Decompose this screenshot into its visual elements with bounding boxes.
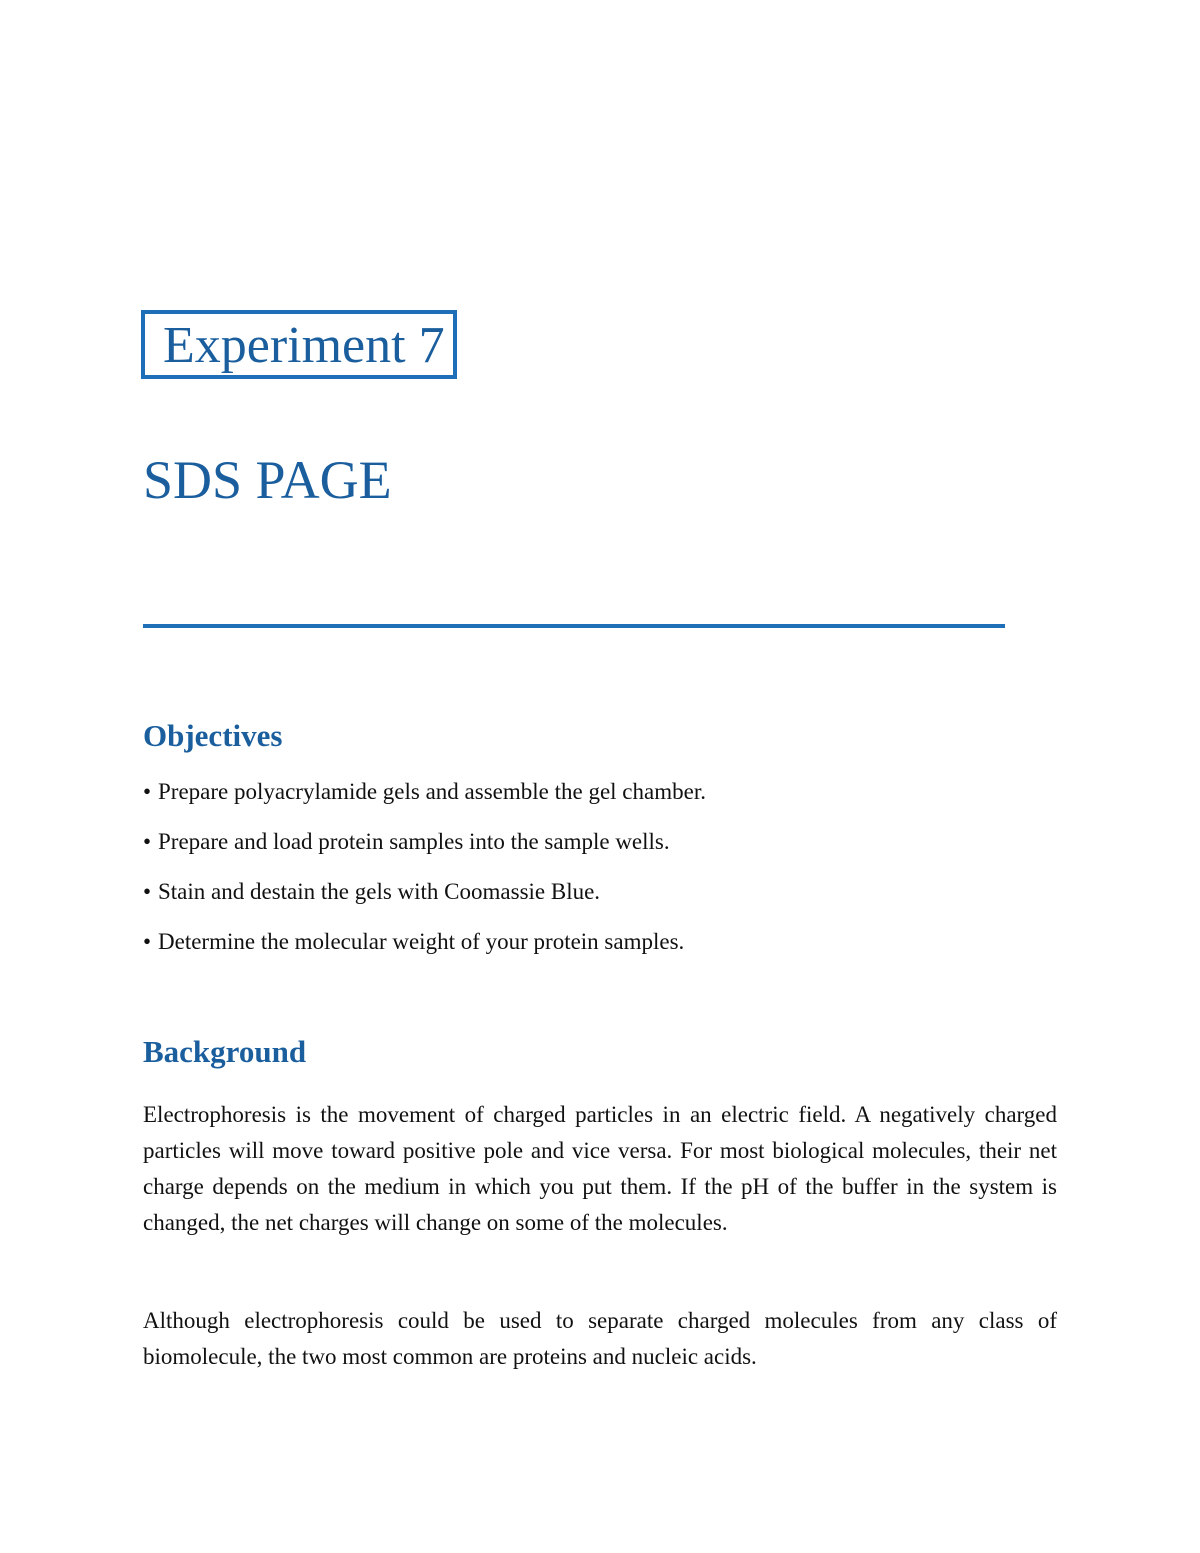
- page-title: SDS PAGE: [143, 450, 392, 510]
- bullet-icon: •: [143, 829, 152, 854]
- background-paragraph: Electrophoresis is the movement of charged particles in an electric field. A negatively charged particles will move toward positive pole and vice versa. For most biological molecules, their net charge depends on the medium in which you put them. If the pH of the buffer in the system is changed, the net charges will change on some of the molecules.: [143, 1102, 1057, 1235]
- experiment-label-box: [141, 310, 457, 379]
- objectives-heading: Objectives: [143, 718, 283, 753]
- objective-text: Determine the molecular weight of your protein samples.: [158, 929, 685, 954]
- title-divider: [143, 624, 1005, 628]
- objective-text: Stain and destain the gels with Coomassie Blue.: [158, 879, 601, 904]
- objective-item: [143, 777, 706, 827]
- objective-text: Prepare and load protein samples into the sample wells.: [158, 829, 670, 854]
- objective-text: Prepare polyacrylamide gels and assemble the gel chamber.: [158, 779, 706, 804]
- objective-item: [143, 827, 706, 877]
- bullet-icon: •: [143, 929, 152, 954]
- objective-item: [143, 927, 706, 977]
- objectives-list: [143, 777, 706, 977]
- experiment-label: Experiment 7: [163, 317, 445, 374]
- background-heading: Background: [143, 1034, 307, 1069]
- background-paragraph: Although electrophoresis could be used to separate charged molecules from any class of biomolecule, the two most common are proteins and nucleic acids.: [143, 1308, 1057, 1369]
- bullet-icon: •: [143, 779, 152, 804]
- bullet-icon: •: [143, 879, 152, 904]
- objective-item: [143, 877, 706, 927]
